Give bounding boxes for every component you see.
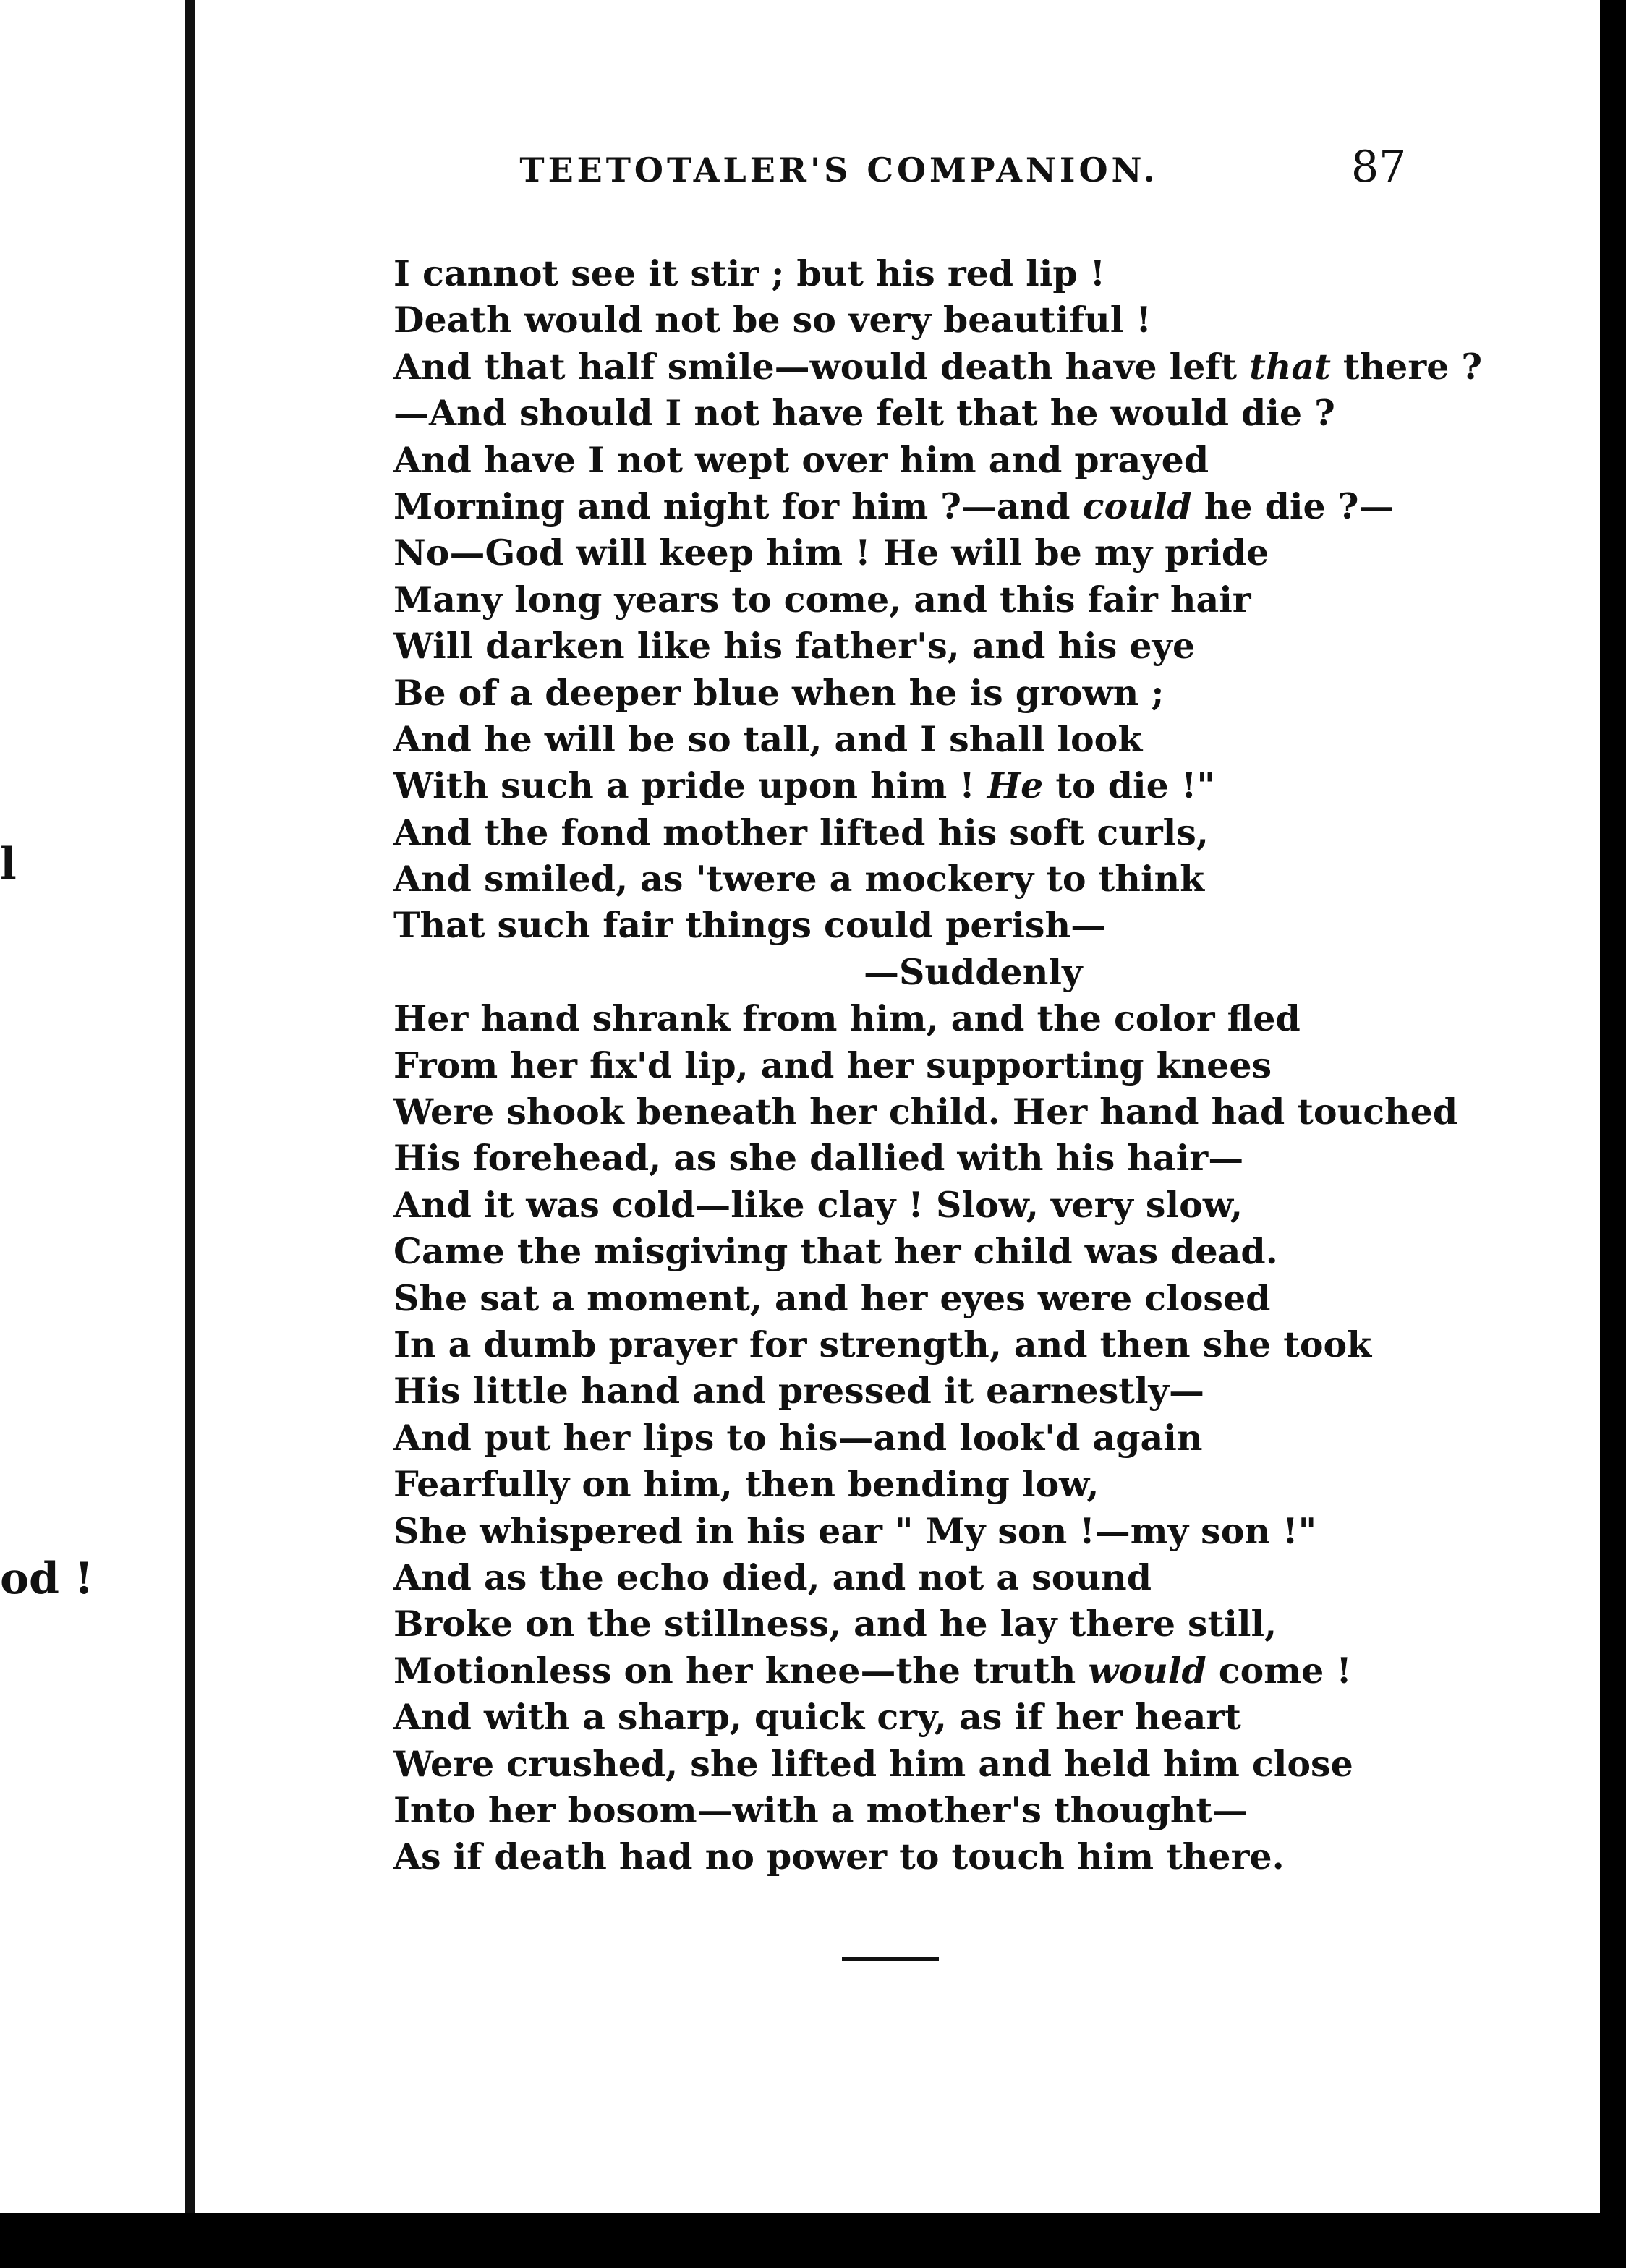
poem-line: And have I not wept over him and prayed — [393, 438, 1209, 481]
poem-line: And put her lips to his—and look'd again — [393, 1416, 1203, 1459]
running-head: TEETOTALER'S COMPANION. — [519, 150, 1159, 189]
poem-line-text: Morning and night for him ?—and — [393, 485, 1083, 527]
poem-line: Fearfully on him, then bending low, — [393, 1463, 1099, 1506]
poem-line-emphasis: that — [1249, 345, 1331, 388]
poem-line-emphasis: would — [1088, 1649, 1206, 1692]
poem-line-text: Motionless on her knee—the truth — [393, 1649, 1089, 1692]
page-edge-shadow — [1600, 0, 1626, 2268]
poem-line: And as the echo died, and not a sound — [393, 1556, 1152, 1598]
poem-line: Death would not be so very beautiful ! — [393, 299, 1152, 341]
poem-line: His forehead, as she dallied with his hair— — [393, 1137, 1244, 1180]
poem-line: Broke on the stillness, and he lay there still, — [393, 1603, 1277, 1645]
poem-line: From her fix'd lip, and her supporting knees — [393, 1044, 1272, 1086]
previous-page-fragment: od ! — [0, 1553, 94, 1604]
poem-line: And he will be so tall, and I shall look — [393, 717, 1143, 760]
poem-line-text: there ? — [1330, 345, 1483, 388]
poem-line: Were shook beneath her child. Her hand had touched — [393, 1091, 1458, 1133]
poem-line: Were crushed, she lifted him and held him close — [393, 1742, 1353, 1785]
scan-bottom-band — [0, 2213, 1626, 2268]
poem-line: —Suddenly — [864, 950, 1083, 993]
poem-line-text: With such a pride upon him ! — [393, 764, 987, 807]
poem-line: She sat a moment, and her eyes were closed — [393, 1276, 1271, 1319]
poem-line: As if death had no power to touch him there. — [393, 1836, 1285, 1878]
poem-line-text: to die !" — [1043, 764, 1215, 807]
previous-page-fragment: l — [0, 839, 17, 890]
poem-line: And smiled, as 'twere a mockery to think — [393, 858, 1205, 900]
poem-line: Will darken like his father's, and his eye — [393, 625, 1196, 668]
poem-line: Came the misgiving that her child was dead. — [393, 1230, 1278, 1273]
poem-line — [393, 344, 1507, 390]
poem-line: And the fond mother lifted his soft curls, — [393, 811, 1209, 853]
page-number: 87 — [1351, 142, 1407, 192]
poem-line: In a dumb prayer for strength, and then she took — [393, 1323, 1372, 1365]
section-rule — [842, 1957, 939, 1961]
poem-line-emphasis: He — [987, 764, 1044, 807]
poem-line: And with a sharp, quick cry, as if her heart — [393, 1696, 1241, 1739]
poem-line — [393, 1647, 1507, 1694]
poem-line-text: he die ?— — [1191, 485, 1395, 527]
book-gutter — [185, 0, 195, 2213]
poem-line — [393, 483, 1507, 529]
poem-line: That such fair things could perish— — [393, 904, 1107, 947]
poem-line: I cannot see it stir ; but his red lip ! — [393, 252, 1106, 294]
poem-line-emphasis: could — [1082, 485, 1192, 527]
poem-line — [393, 762, 1507, 809]
poem-line: Her hand shrank from him, and the color fled — [393, 997, 1301, 1040]
poem-line: And it was cold—like clay ! Slow, very slow, — [393, 1183, 1243, 1226]
poem-line: No—God will keep him ! He will be my pride — [393, 532, 1269, 574]
poem-line: —And should I not have felt that he would die ? — [393, 392, 1335, 435]
poem-line: She whispered in his ear " My son !—my son !" — [393, 1509, 1317, 1552]
poem-line-text: come ! — [1206, 1649, 1352, 1692]
poem-line-text: And that half smile—would death have left — [393, 345, 1250, 388]
poem-body — [393, 250, 1507, 1880]
poem-line: Be of a deeper blue when he is grown ; — [393, 671, 1165, 714]
poem-line: Into her bosom—with a mother's thought— — [393, 1789, 1248, 1831]
poem-line: Many long years to come, and this fair hair — [393, 578, 1251, 621]
previous-page-edge — [0, 0, 204, 2213]
poem-line: His little hand and pressed it earnestly— — [393, 1370, 1204, 1412]
